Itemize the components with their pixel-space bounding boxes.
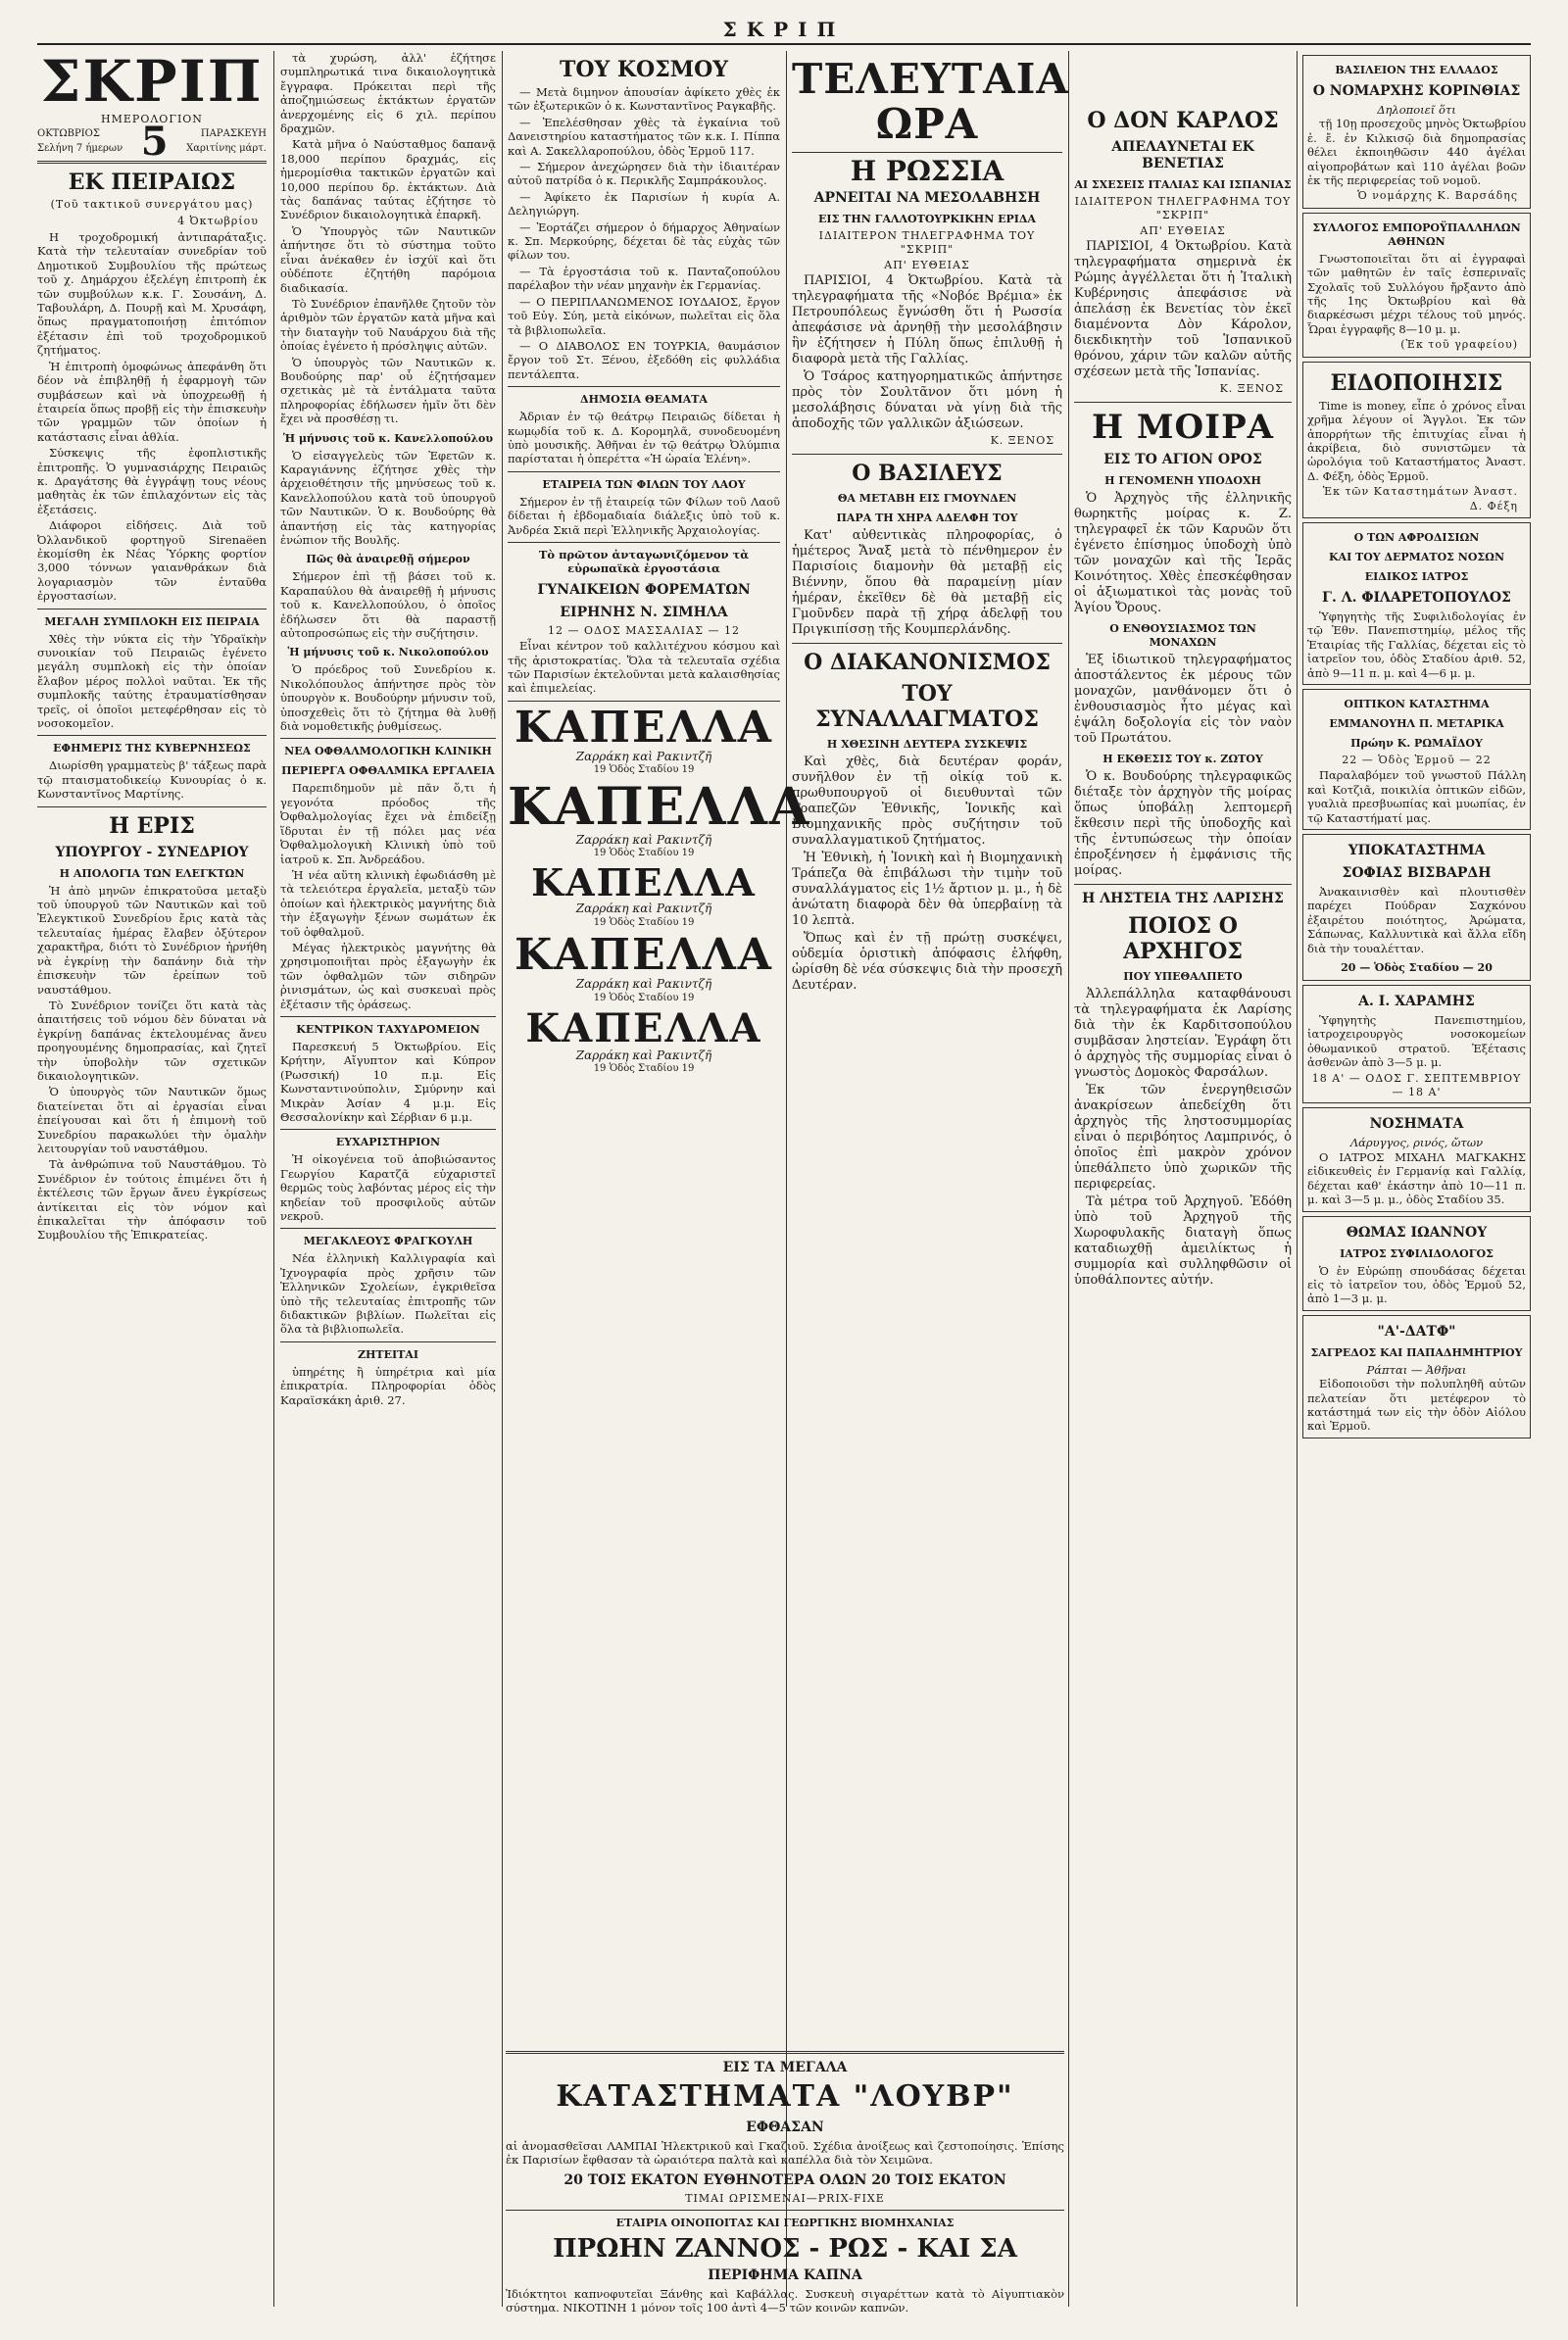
- report-heading: Η ΕΚΘΕΣΙΣ ΤΟΥ κ. ΖΩΤΟΥ: [1102, 752, 1263, 765]
- theatres-paragraph: Ἀδριαν ἐν τῷ θεάτρῳ Πειραιῶς δίδεται ἡ κωμῳδία τοῦ κ. Δ. Κορομηλᾶ, συνοδευομένη ὑπὸ μουσικῆς. Ἀθῆναι ἐν τῷ θεάτρῳ Ὀλύμπια παρίσταται ἡ ὀπερέττα «Ἡ ὡραία Ἑλένη».: [508, 410, 780, 466]
- clinic-paragraph: Παρεπιδημοῦν μὲ πᾶν ὅ,τι ἡ γεγονότα πρόοδος τῆς Ὀφθαλμολογίας ἔχει νὰ ἐπιδείξῃ ἵδρυται ἐν τῇ πόλει μας νέα Ὀφθαλμολογικὴ Κλινικὴ ὑπὸ τοῦ ἰατροῦ κ. Σπ. Ἀνδρεάδου.: [280, 781, 496, 866]
- prefect-notice: [1302, 55, 1531, 209]
- thomas-ad-title: ΙΑΤΡΟΣ ΣΥΦΙΛΙΔΟΛΟΓΟΣ: [1340, 1246, 1494, 1260]
- fight-paragraph: Χθὲς τὴν νύκτα εἰς τὴν Ὑδραϊκὴν συνοικίαν τοῦ Πειραιῶς ἐγένετο μεγάλη συμπλοκὴ εἰς τὴν ὁποίαν ἔλαβον μέρος πολλοὶ ναῦται. Ἐκ τῆς συμπλοκῆς ταύτης ἐτραυματίσθησαν τρεῖς, οἱ ὁποῖοι μετεφέρθησαν εἰς τὸ νοσοκομεῖον.: [37, 631, 267, 731]
- branch-ad-address: 20 — Ὁδὸς Σταδίου — 20: [1341, 961, 1493, 975]
- carlos-heading: Ο ΔΟΝ ΚΑΡΛΟΣ: [1087, 108, 1279, 133]
- correspondent-signature: Κ. ΞΕΝΟΣ: [990, 434, 1054, 448]
- doctor-ad-heading: Ο ΤΩΝ ΑΦΡΟΔΙΣΙΩΝ: [1353, 530, 1480, 544]
- dismiss-heading: Πῶς θὰ ἀναιρεθῇ σήμερον: [306, 553, 470, 566]
- charamis-ad-name: Α. Ι. ΧΑΡΑΜΗΣ: [1358, 994, 1475, 1010]
- direct-label: ΑΠ' ΕΥΘΕΙΑΣ: [884, 258, 970, 271]
- tobacco-heading: ΠΕΡΙΦΗΜΑ ΚΑΠΝΑ: [708, 2267, 862, 2283]
- hat-ad-makers: Ζαρράκη καὶ Ρακιντζῆ: [575, 749, 712, 763]
- russia-subheading: ΑΡΝΕΙΤΑΙ ΝΑ ΜΕΣΟΛΑΒΗΣΗ: [813, 190, 1041, 206]
- ent-ad: [1302, 1107, 1531, 1211]
- optician-ad-heading: ΟΠΤΙΚΟΝ ΚΑΤΑΣΤΗΜΑ: [1344, 697, 1490, 710]
- last-hour-heading: ΤΕΛΕΥΤΑΙΑ ΩΡΑ: [792, 55, 1069, 148]
- clinic-heading: ΝΕΑ ΟΦΘΑΛΜΟΛΟΓΙΚΗ ΚΛΙΝΙΚΗ: [284, 745, 492, 758]
- lawsuit2-heading: Ἡ μήνυσις τοῦ κ. Νικολοπούλου: [287, 646, 489, 659]
- carlos-subheading-2: ΑΙ ΣΧΕΣΕΙΣ ΙΤΑΛΙΑΣ ΚΑΙ ΙΣΠΑΝΙΑΣ: [1074, 178, 1292, 191]
- hat-ad-address: 19 Ὁδὸς Σταδίου 19: [593, 992, 695, 1003]
- hat-ad: [508, 776, 811, 861]
- eris-heading-2: ΥΠΟΥΡΓΟΥ - ΣΥΝΕΔΡΙΟΥ: [55, 844, 249, 860]
- optician-ad-address: 22 — Ὁδὸς Ἑρμοῦ — 22: [1342, 753, 1492, 766]
- column-6: [1302, 51, 1531, 2307]
- gazette-paragraph: Διωρίσθη γραμματεὺς β' τάξεως παρὰ τῷ πταισματοδικείῳ Κυνουρίας ὁ κ. Κωνσταντῖνος Μαρτίνης.: [37, 758, 267, 802]
- declares-label: Δηλοποιεῖ ὅτι: [1377, 103, 1456, 117]
- hat-ad-title: ΚΑΠΕΛΛΑ: [525, 1005, 762, 1052]
- tobacco-former: ΠΡΩΗΝ ΖΑΝΝΟΣ - ΡΩΣ - ΚΑΙ ΣΑ: [553, 2234, 1017, 2264]
- king-subheading-2: ΠΑΡΑ ΤΗ ΧΗΡΑ ΑΔΕΛΦΗ ΤΟΥ: [836, 511, 1018, 524]
- gazette-heading: ΕΦΗΜΕΡΙΣ ΤΗΣ ΚΥΒΕΡΝΗΣΕΩΣ: [53, 742, 251, 756]
- fleet-heading: Η ΜΟΙΡΑ: [1091, 407, 1275, 447]
- calligraphy-paragraph: Νέα ἑλληνικὴ Καλλιγραφία καὶ Ἰχνογραφία πρὸς χρῆσιν τῶν Ἑλληνικῶν Σχολείων, ἐγκριθεῖσα ὑπὸ τῆς τελευταίας ἐπιτροπῆς τῶν διδακτικῶν βιβλίων. Πωλεῖται εἰς ὅλα τὰ βιβλιοπωλεῖα.: [280, 1251, 496, 1337]
- notice-signature: Ἐκ τῶν Καταστημάτων Ἀναστ. Δ. Φέξη: [1322, 485, 1518, 512]
- hat-ad-title: ΚΑΠΕΛΛΑ: [514, 702, 773, 753]
- thomas-ad-name: ΘΩΜΑΣ ΙΩΑΝΝΟΥ: [1346, 1224, 1488, 1241]
- eris-paragraph: Ἡ ἀπὸ μηνῶν ἐπικρατοῦσα μεταξὺ τοῦ ὑπουργοῦ τῶν Ναυτικῶν καὶ τοῦ Ἐλεγκτικοῦ Συνεδρίου ἔρις κατὰ τὰς τελευταίας ἡμέρας ἔλαβεν ὀξύτερον χαρακτῆρα, διότι τὸ Συνέδριον ἠρνήθη νὰ ἐγκρίνῃ τὴν δαπάνην διὰ τὴν ἐπισκευὴν τῶν ἐρείπων τοῦ ναυστάθμου.: [37, 883, 267, 997]
- navy-paragraph: τὰ χυρώση, ἀλλ' ἐζήτησε συμπληρωτικά τινα δικαιολογητικὰ ἔγγραφα. Πρόκειται περὶ τῆς ἀποζημιώσεως ἐκτάκτων ἐργατῶν ἀνερχομένης εἰς 6 χιλ. περίπου δραχμῶν.: [280, 51, 496, 136]
- association-notice: [1302, 213, 1531, 358]
- running-head: ΣΚΡΙΠ: [722, 18, 846, 41]
- top-rule: [37, 43, 1531, 45]
- robbery-heading: Η ΛΗΣΤΕΙΑ ΤΗΣ ΛΑΡΙΣΗΣ: [1082, 890, 1284, 906]
- robbery-paragraph: Ἐκ τῶν ἐνεργηθεισῶν ἀνακρίσεων ἀπεδείχθη ὅτι ἀρχηγὸς τῆς ληστοσυμμορίας εἶναι ὁ περιβόητος Λαμπρινός, ὁ ὁποῖος ἐπὶ μακρὸν χρόνον ὑπεθάλπετο ὑπὸ χωρικῶν τῆς περιφερείας.: [1074, 1082, 1292, 1192]
- charamis-ad: [1302, 985, 1531, 1103]
- settlement-paragraph: Καὶ χθὲς, διὰ δευτέραν φοράν, συνῆλθον ἐν τῇ οἰκίᾳ τοῦ κ. πρωθυπουργοῦ οἱ διευθυνταὶ τῶν Τραπεζῶν Ἐθνικῆς, Ἰονικῆς καὶ Βιομηχανικῆς πρὸς συζήτησιν τοῦ συναλλαγματικοῦ ζητήματος.: [792, 754, 1062, 848]
- branch-ad: [1302, 834, 1531, 981]
- hat-ad-makers: Ζαρράκη καὶ Ρακιντζῆ: [575, 902, 712, 916]
- telegram-label: ΙΔΙΑΙΤΕΡΟΝ ΤΗΛΕΓΡΑΦΗΜΑ ΤΟΥ "ΣΚΡΙΠ": [1074, 195, 1292, 222]
- post-heading: ΚΕΝΤΡΙΚΟΝ ΤΑΧΥΔΡΟΜΕΙΟΝ: [296, 1022, 480, 1036]
- hat-ad-address: 19 Ὁδὸς Σταδίου 19: [593, 764, 695, 776]
- louvre-cheaper: 20 ΤΟΙΣ ΕΚΑΤΟΝ ΕΥΘΗΝΟΤΕΡΑ ΟΛΩΝ 20 ΤΟΙΣ ΕΚΑΤΟΝ: [564, 2172, 1006, 2188]
- piraeus-subheading: (Τοῦ τακτικοῦ συνεργάτου μας): [50, 198, 254, 212]
- doctor-ad-specialist: ΕΙΔΙΚΟΣ ΙΑΤΡΟΣ: [1364, 569, 1469, 583]
- robbery-subheading-2: ΠΟΥ ΥΠΕΘΑΛΠΕΤΟ: [1123, 969, 1243, 983]
- friends-paragraph: Σήμερον ἐν τῇ ἑταιρείᾳ τῶν Φίλων τοῦ Λαοῦ δίδεται ἡ ἑβδομαδιαία διάλεξις ὑπὸ τοῦ κ. Ἀνδρέα Σκιᾶ περὶ Ἑλληνικῆς Ἀρχαιολογίας.: [508, 494, 780, 537]
- russia-heading: Η ΡΩΣΣΙΑ: [850, 155, 1004, 187]
- piraeus-paragraph: Σύσκεψις τῆς ἐφοπλιστικῆς ἐπιτροπῆς. Ὁ γυμνασιάρχης Πειραιῶς κ. Δραγάτσης θὰ ἐγγράψῃ τους νέους μαθητὰς ἐκ τῶν ἐπιλαχόντων εἰς τὰς ἐξετάσεις.: [37, 446, 267, 516]
- robbery-paragraph: Τὰ μέτρα τοῦ Ἀρχηγοῦ. Ἐδόθη ὑπὸ τοῦ Ἀρχηγοῦ τῆς Χωροφυλακῆς διαταγὴ ὅπως καταδιωχθῇ ἀμειλίκτως ἡ συμμορία καὶ συλληφθῶσιν οἱ ὑποθάλποντες αὐτήν.: [1074, 1194, 1292, 1288]
- optician-ad: [1302, 689, 1531, 830]
- column-3: [508, 51, 811, 2013]
- masthead-saint: Χαριτίνης μάρτ.: [186, 142, 267, 154]
- society-item: — Τὰ ἐργοστάσια τοῦ κ. Πανταζοπούλου παρέλαβον τὴν νέαν μηχανὴν ἐκ Γερμανίας.: [508, 264, 780, 293]
- correspondent-signature: Κ. ΞΕΝΟΣ: [1219, 382, 1284, 396]
- eris-paragraph: Ὁ ὑπουργὸς τῶν Ναυτικῶν ὅμως διατείνεται ὅτι αἱ ἐργασίαι εἶναι ἐπείγουσαι καὶ ὅτι ἡ ἐπιμονὴ τοῦ Συνεδρίου παρακωλύει τὴν ὁμαλὴν λειτουργίαν τοῦ ναυστάθμου.: [37, 1085, 267, 1155]
- association-heading: ΣΥΛΛΟΓΟΣ ΕΜΠΟΡΟΫΠΑΛΛΗΛΩΝ ΑΘΗΝΩΝ: [1312, 220, 1521, 248]
- kingdom-heading: ΒΑΣΙΛΕΙΟΝ ΤΗΣ ΕΛΛΑΔΟΣ: [1335, 64, 1498, 76]
- tailors-ad-subheading: Ράπται — Ἀθῆναι: [1366, 1362, 1467, 1377]
- navy-paragraph: Ὁ Ὑπουργὸς τῶν Ναυτικῶν ἀπήντησε ὅτι τὸ σύστημα τοῦτο εἶναι ἀνέκαθεν ἐν ἰσχύϊ καὶ ὅτι οὐδέποτε ἐζητήθη παρόμοια διαδικασία.: [280, 223, 496, 295]
- dresses-address: 12 — ΟΔΟΣ ΜΑΣΣΑΛΙΑΣ — 12: [548, 623, 740, 637]
- dresses-paragraph: Εἶναι κέντρον τοῦ καλλιτέχνου κόσμου καὶ τῆς ἀριστοκρατίας. Ὅλα τὰ τελευταῖα σχέδια τῶν Παρισίων ἐκτελοῦνται μετὰ καλαισθησίας καὶ ἐπιμελείας.: [508, 639, 780, 696]
- branch-ad-heading: ΥΠΟΚΑΤΑΣΤΗΜΑ: [1348, 843, 1486, 858]
- lawsuit-heading: Ἡ μήνυσις τοῦ κ. Κανελλοπούλου: [282, 431, 494, 445]
- association-paragraph: Γνωστοποιεῖται ὅτι αἱ ἐγγραφαὶ τῶν μαθητῶν ἐν ταῖς ἑσπεριναῖς Σχολαῖς τοῦ Συλλόγου ἤρξαντο ἀπὸ τῆς 1ης Ὀκτωβρίου καὶ θὰ διαρκέσωσι μέχρι τέλους τοῦ μηνός. Ὧραι ἐγγραφῆς 8—10 μ. μ.: [1307, 251, 1526, 336]
- column-5: [1074, 51, 1292, 2307]
- piraeus-heading: ΕΚ ΠΕΙΡΑΙΩΣ: [68, 170, 236, 196]
- masthead-day: 5: [140, 118, 169, 165]
- tailors-ad: [1302, 1315, 1531, 1438]
- louvre-intro: ΕΙΣ ΤΑ ΜΕΓΑΛΑ: [722, 2060, 848, 2075]
- prefect-signature: Ὁ νομάρχης Κ. Βαρσάδης: [1357, 189, 1518, 203]
- lawsuit2-paragraph: Ὁ πρόεδρος τοῦ Συνεδρίου κ. Νικολόπουλος ἀπήντησε πρὸς τὸν ὑπουργὸν κ. Βουδούρην μήνυσιν τοῦ, ὑποσχεθεὶς ὅτι τὸ ζήτημα θὰ λυθῇ διὰ νομοθετικῆς ῥυθμίσεως.: [280, 662, 496, 734]
- fleet-subheading: ΕΙΣ ΤΟ ΑΓΙΟΝ ΟΡΟΣ: [1103, 451, 1262, 467]
- post-paragraph: Παρεσκευή 5 Ὀκτωβρίου. Εἰς Κρήτην, Αἴγυπτον καὶ Κύπρον (Ρωσσική) 10 π.μ. Εἰς Κωνσταντινούπολιν, Σμύρνην καὶ Μικρὰν Ἀσίαν 4 μ.μ. Εἰς Θεσσαλονίκην καὶ Σέρβιαν 6 μ.μ.: [280, 1039, 496, 1124]
- lawsuit-paragraph: Ὁ εἰσαγγελεὺς τῶν Ἐφετῶν κ. Καραγιάννης ἐζήτησε χθὲς τὴν ἀρχειοθέτησιν τῆς μηνύσεως τοῦ κ. Κανελλοπούλου κατὰ τοῦ ὑπουργοῦ τῶν Ναυτικῶν. Ὁ κ. Βουδούρης θὰ ἀπαντήσῃ εἰς τὰς κατηγορίας ἐνώπιον τῆς Βουλῆς.: [280, 448, 496, 547]
- doctor-ad: [1302, 522, 1531, 685]
- hat-ad-title: ΚΑΠΕΛΛΑ: [531, 860, 757, 905]
- column-4: [792, 51, 1069, 2013]
- calligraphy-heading: ΜΕΓΑΚΛΕΟΥΣ ΦΡΑΓΚΟΥΛΗ: [303, 1235, 473, 1248]
- monks-heading: Ο ΕΝΘΟΥΣΙΑΣΜΟΣ ΤΩΝ ΜΟΝΑΧΩΝ: [1109, 621, 1256, 649]
- russia-subheading-2: ΕΙΣ ΤΗΝ ΓΑΛΛΟΤΟΥΡΚΙΚΗΝ ΕΡΙΔΑ: [818, 213, 1036, 225]
- society-item: — Ο ΔΙΑΒΟΛΟΣ ΕΝ ΤΟΥΡΚΙΑ, θαυμάσιον ἔργον τοῦ Στ. Ξένου, ἐξεδόθη εἰς φυλλάδια πεντάλεπτα.: [508, 338, 780, 381]
- doctor-ad-name: Γ. Λ. ΦΙΛΑΡΕΤΟΠΟΥΛΟΣ: [1322, 589, 1511, 606]
- russia-paragraph: ΠΑΡΙΣΙΟΙ, 4 Ὀκτωβρίου. Κατὰ τὰ τηλεγραφήματα τῆς «Νοβόε Βρέμια» ἐκ Πετρουπόλεως ἔγνώσθη ὅτι ἡ Ρωσσία ἀπεφάσισε νὰ ἀρνηθῇ τὴν μεσολάβησιν ἣν ἐζήτησεν ἡ Πύλη ὅπως ἐπιλυθῇ ἡ διαφορὰ μετὰ τῆς Γαλλίας.: [792, 273, 1062, 367]
- tailors-ad-brand: "Α'-ΔΑΤΦ": [1377, 1323, 1456, 1340]
- piraeus-paragraph: Διάφοροι εἰδήσεις. Διὰ τοῦ Ὀλλανδικοῦ φορτηγοῦ Sirenaëen ἐκομίσθη ἐκ Νέας Ὑόρκης φορτίον 3,000 τόννων γαιανθράκων διὰ λογαριασμὸν τῶν ἐνταῦθα ἐργοστασίων.: [37, 518, 267, 604]
- russia-paragraph: Ὁ Τσάρος κατηγορηματικῶς ἀπήντησε πρὸς τὸν Σουλτᾶνον ὅτι μόνη ἡ μεσολάβησις δύναται νὰ γίνῃ διὰ τῆς ἀποδοχῆς τῶν γαλλικῶν ἀξιώσεων.: [792, 369, 1062, 432]
- hat-ad-address: 19 Ὁδὸς Σταδίου 19: [593, 916, 695, 928]
- king-heading: Ο ΒΑΣΙΛΕΥΣ: [852, 460, 1003, 486]
- louvre-paragraph: αἱ ἀνομασθεῖσαι ΛΑΜΠΑΙ Ἠλεκτρικοῦ καὶ Γκαζιοῦ. Σχέδια ἀνοίξεως καὶ ζεστοποίησις. Ἐπίσης ἐκ Παρισίων ἔφθασαν τὰ ὡραιότερα παλτὰ καὶ καπέλλα διὰ τὸν Χειμῶνα.: [506, 2139, 1064, 2167]
- ent-ad-paragraph: Ο ΙΑΤΡΟΣ ΜΙΧΑΗΛ ΜΑΓΚΑΚΗΣ εἰδικευθεὶς ἐν Γερμανίᾳ καὶ Γαλλίᾳ, δέχεται καθ' ἑκάστην ἀπὸ 10—11 π. μ. καὶ 3—5 μ. μ., ὁδὸς Σταδίου 35.: [1307, 1149, 1526, 1207]
- hat-ad: [508, 1005, 780, 1077]
- association-note: (Ἐκ τοῦ γραφείου): [1400, 338, 1518, 352]
- eris-paragraph: Τὸ Συνέδριον τονίζει ὅτι κατὰ τὰς ἀπαιτήσεις τοῦ νόμου δὲν δύναται νὰ ἐγκρίνῃ δαπάνας ἐκτελουμένας ἄνευ προηγουμένης δημοπρασίας, καὶ ζητεῖ τὴν ὑποβολὴν τῶν σχετικῶν δικαιολογητικῶν.: [37, 998, 267, 1083]
- thomas-ad-paragraph: Ὁ ἐν Εὐρώπῃ σπουδάσας δέχεται εἰς τὸ ἰατρεῖον του, ὁδὸς Ἑρμοῦ 52, ἀπὸ 1—3 μ. μ.: [1307, 1263, 1526, 1306]
- clinic-paragraph: Μέγας ἠλεκτρικὸς μαγνήτης θὰ χρησιμοποιῆται πρὸς ἐξαγωγὴν ἐκ τῶν ὀφθαλμῶν τῶν σιδηρῶν ῥινισμάτων, ὡς καὶ συσκευαὶ πρὸς ἐξέτασιν τῆς ὁράσεως.: [280, 940, 496, 1011]
- prefect-heading: Ο ΝΟΜΑΡΧΗΣ ΚΟΡΙΝΘΙΑΣ: [1312, 83, 1521, 99]
- louvre-prices: ΤΙΜΑΙ ΩΡΙΣΜΕΝΑΙ—PRIX-FIXE: [685, 2192, 885, 2205]
- notice-box: [1302, 362, 1531, 518]
- hat-ad-title: ΚΑΠΕΛΛΑ: [508, 776, 811, 837]
- settlement-heading: Ο ΔΙΑΚΑΝΟΝΙΣΜΟΣ: [804, 649, 1051, 675]
- charamis-ad-address: 18 Α' — ΟΔΟΣ Γ. ΣΕΠΤΕΜΒΡΙΟΥ — 18 Α': [1311, 1071, 1522, 1099]
- fight-heading: ΜΕΓΑΛΗ ΣΥΜΠΛΟΚΗ ΕΙΣ ΠΕΙΡΑΙΑ: [44, 614, 260, 628]
- society-item: — Μετὰ διμηνον ἀπουσίαν ἀφίκετο χθὲς ἐκ τῶν ἐξωτερικῶν ὁ κ. Κωνσταντῖνος Ραγκαβῆς.: [508, 85, 780, 114]
- society-heading: ΤΟΥ ΚΟΣΜΟΥ: [560, 57, 728, 82]
- doctor-ad-paragraph: Ὑφηγητὴς τῆς Συφιλιδολογίας ἐν τῷ Ἐθν. Πανεπιστημίῳ, μέλος τῆς Ἑταιρίας τῆς Γαλλίας, δέχεται εἰς τὸ ἰατρεῖον του, ὁδὸς Σταδίου ἀριθ. 52, ἀπὸ 9—11 π. μ. καὶ 4—6 μ. μ.: [1307, 609, 1526, 680]
- doctor-ad-heading-2: ΚΑΙ ΤΟΥ ΔΕΡΜΑΤΟΣ ΝΟΣΩΝ: [1328, 550, 1505, 563]
- hat-ad-makers: Ζαρράκη καὶ Ρακιντζῆ: [575, 1048, 712, 1063]
- piraeus-paragraph: Η τροχοδρομική ἀντιπαράταξις. Κατὰ τὴν τελευταίαν συνεδρίαν τοῦ Δημοτικοῦ Συμβουλίου τῆς πρώτεως τοῦ χ. Δημάρχου ἐξελέγη ἐπιτροπὴ ἐκ τῶν συμβούλων κ.κ. Γ. Σουσάνη, Δ. Ταβουλάρη, Δ. Πουρῇ καὶ Μ. Χρυσάφη, ὅπως πραγματοποιήσῃ ἐπιτόπιον ἐξέτασιν ἐπὶ τοῦ τροχοδρομικοῦ ζητήματος.: [37, 230, 267, 358]
- dismiss-paragraph: Σήμερον ἐπὶ τῇ βάσει τοῦ κ. Καραπαύλου θὰ ἀναιρεθῇ ἡ μήνυσις τοῦ κ. Κανελλοπούλου, ὁ ὁποῖος ἐδήλωσεν ὅτι θὰ παραστῇ αὐτοπροσώπως εἰς τὴν συζήτησιν.: [280, 569, 496, 641]
- society-item: — Ἀφίκετο ἐκ Παρισίων ἡ κυρία Α. Δεληγιώργη.: [508, 189, 780, 219]
- masthead-month: ΟΚΤΩΒΡΙΟΣ: [37, 128, 100, 140]
- wanted-paragraph: ὑπηρέτης ἢ ὑπηρέτρια καὶ μία ἐπικρατρία. Πληροφορίαι ὁδὸς Καραϊσκάκη ἀριθ. 27.: [280, 1364, 496, 1407]
- thomas-ad: [1302, 1216, 1531, 1311]
- report-paragraph: Ὁ κ. Βουδούρης τηλεγραφικῶς διέταξε τὸν ἀρχηγὸν τῆς μοίρας ὅπως ὑποβάλῃ λεπτομερῆ ἔκθεσιν περὶ τῆς ὑποδοχῆς καὶ τῆς ἐντυπώσεως τὴν ὁποίαν ἐπροξένησεν ἡ ἐμφάνισις τῆς μοίρας.: [1074, 768, 1292, 878]
- louvre-ad-block: [506, 2046, 1064, 2340]
- tailors-ad-paragraph: Εἰδοποιοῦσι τὴν πολυπληθῆ αὐτῶν πελατείαν ὅτι μετέφερον τὸ κατάστημά των εἰς τὴν ὁδὸν Αἰόλου καὶ Ἑρμοῦ.: [1307, 1377, 1526, 1434]
- clinic-paragraph: Ἡ νέα αὕτη κλινικὴ ἐφωδιάσθη μὲ τὰ τελειότερα ἐργαλεῖα, μεταξὺ τῶν ὁποίων καὶ ἠλεκτρικὸς μαγνήτης διὰ τὴν ἐξαγωγὴν ξένων σωμάτων ἐκ τοῦ ὀφθαλμοῦ.: [280, 867, 496, 939]
- society-item: — Ἐορτάζει σήμερον ὁ δήμαρχος Ἀθηναίων κ. Σπ. Μερκούρης, δέχεται δὲ τὰς εὐχὰς τῶν φίλων του.: [508, 219, 780, 263]
- ent-ad-heading: ΝΟΣΗΜΑΤΑ: [1369, 1116, 1464, 1133]
- newspaper-page: [37, 18, 1531, 2315]
- piraeus-paragraph: Ἡ ἐπιτροπὴ ὁμοφώνως ἀπεφάνθη ὅτι δέον νὰ ἐπιβληθῇ ἡ ἐφαρμογὴ τῶν συμβάσεων καὶ νὰ ὑποχρεωθῇ ἡ ἑταιρεία ὅπως προβῇ εἰς τὴν ἐπισκευὴν τῶν γραμμῶν τῶν ὁποίων ἡ κατάστασις εἶναι ἀθλία.: [37, 359, 267, 444]
- theatres-heading: ΔΗΜΟΣΙΑ ΘΕΑΜΑΤΑ: [580, 393, 708, 407]
- eris-paragraph: Τὰ ἀνθρώπινα τοῦ Ναυστάθμου. Τὸ Συνέδριον ἐν τούτοις ἐπιμένει ὅτι ἡ ἐκτέλεσις τῶν ἔργων ἄνευ ἐγκρίσεως ἀντίκειται εἰς τὸν νόμον καὶ ἐπικαλεῖται τὴν ἀπόφασιν τοῦ Συμβουλίου τῆς Ἐπικρατείας.: [37, 1157, 267, 1243]
- hat-ad-makers: Ζαρράκη καὶ Ρακιντζῆ: [575, 977, 712, 992]
- tailors-ad-name: ΣΑΓΡΕΔΟΣ ΚΑΙ ΠΑΠΑΔΗΜΗΤΡΙΟΥ: [1310, 1345, 1523, 1359]
- society-item: — Σήμερον ἀνεχώρησεν διὰ τὴν ἰδιαιτέραν αὐτοῦ πατρίδα ὁ κ. Περικλῆς Σαμπράκουλος.: [508, 160, 780, 188]
- column-1: [37, 48, 267, 2307]
- eris-heading: Η ΕΡΙΣ: [109, 812, 195, 839]
- dresses-heading: ΓΥΝΑΙΚΕΙΩΝ ΦΟΡΕΜΑΤΩΝ: [537, 581, 751, 598]
- hat-ad: [508, 860, 780, 930]
- monks-paragraph: Ἐξ ἰδιωτικοῦ τηλεγραφήματος ἀποστάλεντος ἐκ μέρους τῶν μοναχῶν, μανθάνομεν ὅτι ὁ ἐνθουσιασμὸς ἦτο μέγας καὶ ἐψάλη δοξολογία εἰς τὸν ναὸν τοῦ Πρωτάτου.: [1074, 652, 1292, 746]
- thanks-heading: ΕΥΧΑΡΙΣΤΗΡΙΟΝ: [335, 1136, 441, 1149]
- tobacco-company: ΕΤΑΙΡΙΑ ΟΙΝΟΠΟΙΤΑΣ ΚΑΙ ΓΕΩΡΓΙΚΗΣ ΒΙΟΜΗΧΑΝΙΑΣ: [615, 2217, 955, 2229]
- notice-paragraph: Time is money, εἶπε ὁ χρόνος εἶναι χρῆμα λέγουν οἱ Ἄγγλοι. Ἐκ τῶν ἀπορρήτων τῆς ἐπιτυχίας εἶναι ἡ ἀκρίβεια, διὸ συνιστῶμεν τὰ ὡρολόγια τοῦ Καταστήματος Ἀναστ. Δ. Φέξη, ὁδὸς Ἑρμοῦ.: [1307, 398, 1526, 483]
- hat-ad-makers: Ζαρράκη καὶ Ρακιντζῆ: [575, 832, 712, 847]
- settlement-heading-2: ΤΟΥ ΣΥΝΑΛΛΑΓΜΑΤΟΣ: [815, 680, 1039, 732]
- clinic-subheading: ΠΕΡΙΕΡΓΑ ΟΦΘΑΛΜΙΚΑ ΕΡΓΑΛΕΙΑ: [281, 764, 495, 778]
- thanks-paragraph: Ἡ οἰκογένεια τοῦ ἀποβιώσαντος Γεωργίου Καρατζᾶ εὐχαριστεῖ θερμῶς τοὺς λαβόντας μέρος εἰς τὴν κηδείαν τοῦ προσφιλοῦς αὐτῶν νεκροῦ.: [280, 1152, 496, 1224]
- friends-heading: ΕΤΑΙΡΕΙΑ ΤΩΝ ΦΙΛΩΝ ΤΟΥ ΛΑΟΥ: [542, 477, 746, 491]
- navy-paragraph: Κατὰ μῆνα ὁ Ναύσταθμος δαπανᾷ 18,000 περίπου δραχμάς, εἰς ἡμερομίσθια τακτικῶν ἐργατῶν καὶ 10,000 περίπου δρ. ἐκτάκτων. Διὰ τὰς δαπάνας ταύτας ἐζήτησε τὸ Συνέδριον δικαιολογητικὰ ἐπαρκῆ.: [280, 137, 496, 222]
- hat-ad: [508, 702, 780, 778]
- hat-ad-address: 19 Ὁδὸς Σταδίου 19: [593, 1063, 695, 1075]
- carlos-paragraph: ΠΑΡΙΣΙΟΙ, 4 Ὀκτωβρίου. Κατὰ τηλεγραφήματα σημερινὰ ἐκ Ρώμης ἀγγέλλεται ὅτι ἡ Ἰταλικὴ Κυβέρνησις ἀπεφάσισε νὰ ἀπελάσῃ ἐκ Βενετίας τὸν ἐκεῖ διαμένοντα Δὸν Κάρολον, διεκδικητὴν τοῦ Ἰσπανικοῦ θρόνου, χάριν τῶν καλῶν αὐτῆς σχέσεων μετὰ τῆς Ἰσπανίας.: [1074, 239, 1292, 380]
- fleet-subheading-2: Η ΓΕΝΟΜΕΝΗ ΥΠΟΔΟΧΗ: [1104, 473, 1261, 487]
- column-2: [280, 51, 496, 2307]
- society-item: — Ἐπελέσθησαν χθὲς τὰ ἐγκαίνια τοῦ Δανειστηρίου καταστήματος τῶν κ.κ. Ι. Πίππα καὶ Α. Σακελλαροπούλου, ὁδὸς Ἑρμοῦ 117.: [508, 115, 780, 158]
- branch-ad-name: ΣΟΦΙΑΣ ΒΙΣΒΑΡΔΗ: [1342, 865, 1492, 881]
- masthead-subtitle: ΗΜΕΡΟΛΟΓΙΟΝ: [101, 113, 203, 125]
- settlement-paragraph: Ἡ Ἐθνικὴ, ἡ Ἰονικὴ καὶ ἡ Βιομηχανικὴ Τράπεζα θὰ ἐπιβάλωσι τὴν τιμὴν τοῦ συναλλάγματος εἰς 1½ ἄρτιον μ. μ., ἡ δὲ ἀνώτατη διαφορὰ δὲν θὰ ὑπερβαίνῃ τὰ 10 λεπτὰ.: [792, 850, 1062, 928]
- tobacco-paragraph: Ἰδιόκτητοι καπνοφυτεῖαι Ξάνθης καὶ Καβάλλας. Συσκευὴ σιγαρέττων κατὰ τὸ Αἰγυπτιακὸν σύστημα. ΝΙΚΟΤΙΝΗ 1 μόνον τοῖς 100 ἀντὶ 4—5 τῶν κοινῶν καπνῶν.: [506, 2287, 1064, 2315]
- hat-ad-title: ΚΑΠΕΛΛΑ: [514, 930, 773, 981]
- columns: [37, 48, 1531, 2315]
- wanted-heading: ΖΗΤΕΙΤΑΙ: [357, 1347, 418, 1361]
- louvre-heading: ΚΑΤΑΣΤΗΜΑΤΑ "ΛΟΥΒΡ": [556, 2079, 1014, 2114]
- notice-heading: ΕΙΔΟΠΟΙΗΣΙΣ: [1330, 369, 1503, 396]
- society-item: — Ο ΠΕΡΙΠΛΑΝΩΜΕΝΟΣ ΙΟΥΔΑΙΟΣ, ἔργον τοῦ Εὐγ. Σύη, μετὰ εἰκόνων, πωλεῖται εἰς ὅλα τὰ βιβλιοπωλεῖα.: [508, 294, 780, 337]
- navy-paragraph: Τὸ Συνέδριον ἐπανῆλθε ζητοῦν τὸν ἀριθμὸν τῶν ἐργατῶν κατὰ μῆνα καὶ τὴν διαταγὴν τοῦ Ναυάρχου διὰ τῆς ὁποίας ἐγένετο ἡ πρόσληψις αὐτῶν.: [280, 296, 496, 354]
- direct-label: ΑΠ' ΕΥΘΕΙΑΣ: [1140, 223, 1226, 237]
- optician-ad-former: Πρώην Κ. ΡΩΜΑΪΔΟΥ: [1350, 736, 1483, 750]
- piraeus-date: 4 Ὀκτωβρίου: [177, 214, 259, 227]
- king-subheading: ΘΑ ΜΕΤΑΒΗ ΕΙΣ ΓΜΟΥΝΔΕΝ: [837, 491, 1017, 505]
- optician-ad-paragraph: Παραλαβόμεν τοῦ γνωστοῦ Πάλλη καὶ Κοτζιᾶ, ποικιλία ὀπτικῶν εἰδῶν, γυαλιὰ πρεσβυωπίας καὶ μυωπίας, ἐν τῷ Καταστήματί μας.: [1307, 768, 1526, 825]
- prefect-paragraph: τῇ 10ῃ προσεχοῦς μηνὸς Ὀκτωβρίου ἐ. ἔ. ἐν Κιλκισῷ διὰ δημοπρασίας θέλει ἐκποιηθῶσιν 440 ἀγέλαι αἰγοπροβάτων καὶ 110 ἀγέλαι βοῶν ἐκ τῆς περιφερείας τοῦ νομοῦ.: [1307, 117, 1526, 188]
- factory-tagline: Τὸ πρῶτον ἀνταγωνιζόμενον τὰ εὐρωπαϊκὰ ἐργοστάσια: [538, 547, 750, 576]
- king-paragraph: Κατ' αὐθεντικὰς πληροφορίας, ὁ ἡμέτερος Ἄναξ μετὰ τὸ πένθημερον ἐν Παρισίοις διαμονὴν θὰ μεταβῇ εἰς Βιέννην, ὅπου θὰ παραμείνῃ μίαν ἡμέραν, ἐκεῖθεν δὲ θὰ μεταβῇ εἰς Γμοῦνδεν παρὰ τῇ χήρᾳ ἀδελφῇ του Πριγκιπίσσῃ τῆς Κουμπερλάνδης.: [792, 527, 1062, 637]
- optician-ad-name: ΕΜΜΑΝΟΥΗΛ Π. ΜΕΤΑΡΙΚΑ: [1329, 716, 1504, 730]
- masthead-moon: Σελήνη 7 ήμερων: [37, 142, 123, 154]
- ent-ad-subheading: Λάρυγγος, ρινός, ὤτων: [1349, 1136, 1484, 1150]
- louvre-arrived: ΕΦΘΑΣΑΝ: [746, 2120, 824, 2135]
- robbery-subheading: ΠΟΙΟΣ Ο ΑΡΧΗΓΟΣ: [1123, 912, 1243, 964]
- masthead-weekday: ΠΑΡΑΣΚΕΥΗ: [200, 128, 267, 140]
- settlement-subheading: Η ΧΘΕΣΙΝΗ ΔΕΥΤΕΡΑ ΣΥΣΚΕΨΙΣ: [826, 737, 1028, 751]
- navy-paragraph: Ὁ ὑπουργὸς τῶν Ναυτικῶν κ. Βουδούρης παρ' οὗ ἐζητήσαμεν σχετικὰς μὲ τὰ ἐντάλματα ταῦτα πληροφορίας ἐδήλωσεν ἡμῖν ὅτι δὲν ἔχει νὰ προσθέσῃ τι.: [280, 355, 496, 426]
- hat-ad-address: 19 Ὁδὸς Σταδίου 19: [593, 848, 695, 859]
- fleet-paragraph: Ὁ Ἀρχηγὸς τῆς ἑλληνικῆς θωρηκτῆς μοίρας κ. Ζ. τηλεγραφεῖ ἐκ τῶν Καρυῶν ὅτι ἐγένετο ἐπίσημος ὑποδοχὴ ὑπὸ τῶν μοναχῶν καὶ τῆς Ἱερᾶς Κοινότητος. Χθὲς ἐπεσκέφθησαν οἱ ἀξιωματικοὶ τὰς μονὰς τοῦ Ἁγίου Ὄρους.: [1074, 490, 1292, 615]
- telegram-label: ΙΔΙΑΙΤΕΡΟΝ ΤΗΛΕΓΡΑΦΗΜΑ ΤΟΥ "ΣΚΡΙΠ": [818, 229, 1036, 257]
- robbery-paragraph: Ἀλλεπάλληλα καταφθάνουσι τὰ τηλεγραφήματα ἐκ Λαρίσης διὰ τὴν ἐκ Καρδιτσοπούλου συμβᾶσαν ληστείαν. Ἐγράφη ὅτι ὁ ἀρχηγὸς τῆς συμμορίας εἶναι ὁ γνωστὸς Δομοκὸς Φαρσάλων.: [1074, 986, 1292, 1080]
- hat-ad: [508, 930, 780, 1005]
- charamis-ad-paragraph: Ὑφηγητὴς Πανεπιστημίου, ἰατροχειρουργὸς νοσοκομείων ὀθωμανικοῦ στρατοῦ. Ἐξέτασις ἀσθενῶν ἀπὸ 3—5 μ. μ.: [1307, 1013, 1526, 1070]
- branch-ad-paragraph: Ἀνακαινισθὲν καὶ πλουτισθὲν παρέχει Πούδραν Σαχκόνου ἐξαιρέτου ποιότητος, Ἀρώματα, Σάπωνας, Καλλυντικὰ καὶ ἄλλα εἴδη διὰ τὴν τουαλέτταν.: [1307, 885, 1526, 955]
- masthead-title: ΣΚΡΙΠ: [40, 48, 264, 115]
- settlement-paragraph: Ὅπως καὶ ἐν τῇ πρώτῃ συσκέψει, οὐδεμία ὁριστικὴ ἀπόφασις ἐλήφθη, ὡρίσθη δὲ νέα σύσκεψις διὰ τὴν προσεχῆ Δευτέραν.: [792, 930, 1062, 993]
- dresses-owner: ΕΙΡΗΝΗΣ Ν. ΣΙΜΗΛΑ: [560, 604, 728, 620]
- carlos-subheading: ΑΠΕΛΑΥΝΕΤΑΙ ΕΚ ΒΕΝΕΤΙΑΣ: [1111, 139, 1254, 171]
- eris-subheading: Η ΑΠΟΛΟΓΙΑ ΤΩΝ ΕΛΕΓΚΤΩΝ: [59, 866, 245, 880]
